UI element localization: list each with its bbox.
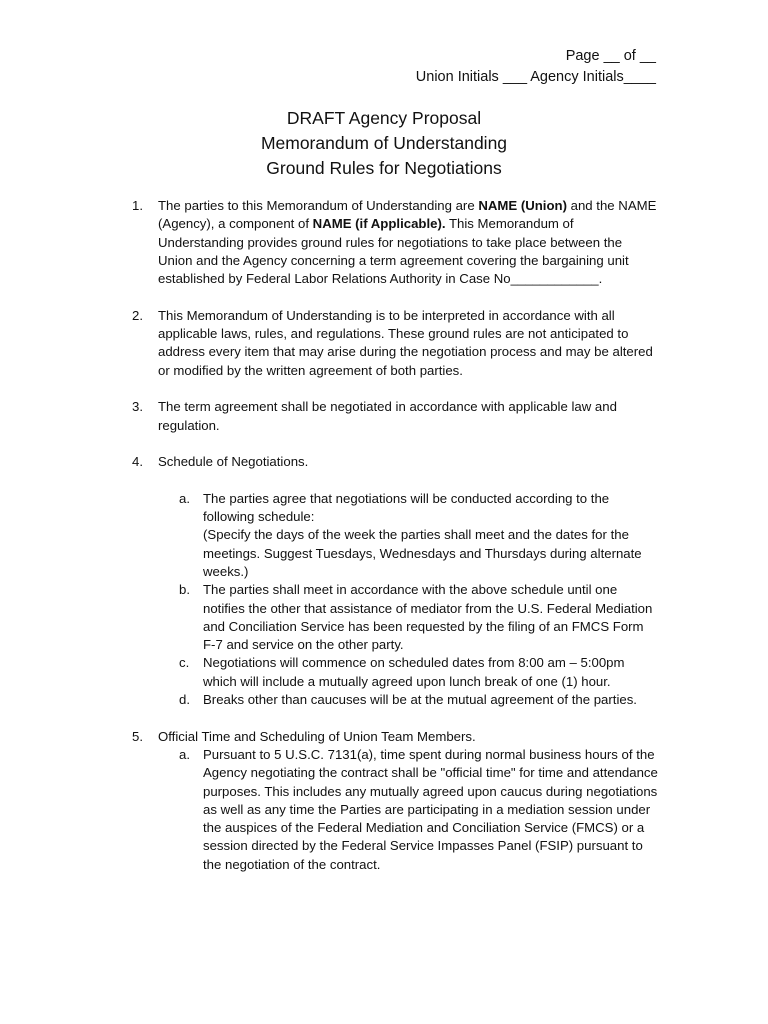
list-item-2 xyxy=(132,307,658,380)
sub-item-letter: d. xyxy=(179,692,190,708)
sub-item-4c xyxy=(132,654,658,691)
list-item-3 xyxy=(132,398,658,435)
item-text: The term agreement shall be negotiated in accordance with applicable law and regulation. xyxy=(158,399,617,433)
sub-item-letter: c. xyxy=(179,655,190,671)
list-item-4 xyxy=(132,453,658,471)
text-run: The parties to this Memorandum of Understanding are xyxy=(158,198,479,213)
page-number-line: Page __ of __ xyxy=(565,48,656,64)
item-number: 1. xyxy=(132,198,143,213)
list-item-1 xyxy=(132,197,658,288)
page-header xyxy=(416,46,656,88)
item-number: 5. xyxy=(132,728,143,744)
document-title xyxy=(0,106,768,181)
title-line-2: Memorandum of Understanding xyxy=(260,133,508,153)
title-line-3: Ground Rules for Negotiations xyxy=(266,158,502,178)
bold-run: NAME (Union) xyxy=(478,198,567,213)
sub-item-text: Negotiations will commence on scheduled dates from 8:00 am – 5:00pm which will include a mutually agreed upon lunch break of one (1) hour. xyxy=(203,655,625,689)
sub-item-text: The parties shall meet in accordance with the above schedule until one notifies the other that assistance of mediator from the U.S. Federal Mediation and Conciliation Service has been requested by the filing of an FMCS Form F-7 and service on the other party. xyxy=(203,582,653,653)
item-text: Schedule of Negotiations. xyxy=(158,454,309,470)
sub-item-letter: b. xyxy=(179,582,190,598)
sub-item-letter: a. xyxy=(179,490,190,506)
sub-item-4b xyxy=(132,581,658,654)
sub-item-text: Pursuant to 5 U.S.C. 7131(a), time spent during normal business hours of the Agency negotiating the contract shall be "official time" for time and attendance purposes. This includes any mutually agreed upon caucus during negotiations as well as any time the Parties are participating in a mediation session under the auspices of the Federal Mediation and Conciliation Service (FMCS) or a session directed by the Federal Service Impasses Panel (FSIP) pursuant to the negotiation of the contract. xyxy=(203,746,658,872)
title-line-1: DRAFT Agency Proposal xyxy=(286,108,482,128)
sub-item-letter: a. xyxy=(179,746,190,762)
sub-item-4a xyxy=(132,490,658,581)
initials-line: Union Initials ___ Agency Initials____ xyxy=(415,69,656,85)
sub-item-4d xyxy=(132,691,658,709)
text-run: This Memorandum of Understanding provides ground rules for negotiations to take place between the Union and the Agency concerning a term agreement covering the bargaining unit established by Federal Labor Relations Authority in Case No____________. xyxy=(158,216,629,287)
item-number: 2. xyxy=(132,307,143,323)
item-text: Official Time and Scheduling of Union Team Members. xyxy=(158,728,476,744)
item-text: This Memorandum of Understanding is to be interpreted in accordance with all applicable laws, rules, and regulations. These ground rules are not anticipated to address every item that may arise during the negotiation process and may be altered or modified by the written agreement of both parties. xyxy=(158,307,653,378)
list-item-5 xyxy=(132,728,658,746)
numbered-list xyxy=(132,197,658,874)
sub-item-text: The parties agree that negotiations will be conducted according to the following schedule: xyxy=(203,490,610,525)
item-number: 4. xyxy=(132,454,143,470)
item-text xyxy=(158,197,658,288)
sub-item-text: Breaks other than caucuses will be at the mutual agreement of the parties. xyxy=(203,692,637,708)
sub-item-note: (Specify the days of the week the parties shall meet and the dates for the meetings. Suggest Tuesdays, Wednesdays and Thursdays during alternate weeks.) xyxy=(203,527,642,579)
text-run: and the NAME (Agency), a component of xyxy=(158,198,657,232)
item-number: 3. xyxy=(132,399,143,415)
sub-item-5a xyxy=(132,746,658,874)
bold-run: NAME (if Applicable). xyxy=(312,216,446,232)
